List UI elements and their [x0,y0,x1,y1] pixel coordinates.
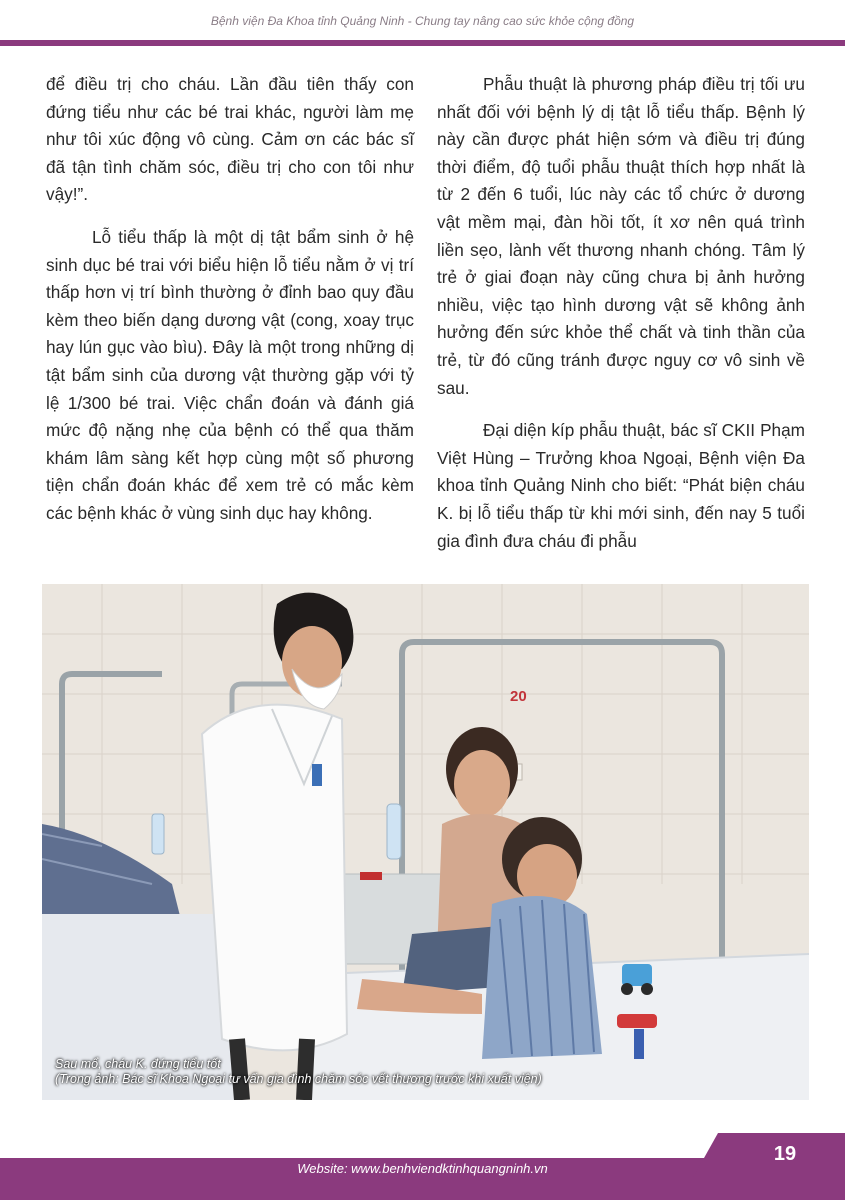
hospital-photo [42,584,809,1100]
footer-website: Website: www.benhviendktinhquangninh.vn [297,1161,548,1176]
left-column [46,71,414,543]
right-paragraph-2: Đại diện kíp phẫu thuật, bác sĩ CKII Phạm Việt Hùng – Trưởng khoa Ngoại, Bệnh viện Đa khoa tỉnh Quảng Ninh cho biết: “Phát biện cháu K. bị lỗ tiểu thấp từ khi mới sinh, đến nay 5 tuổi gia đình đưa cháu đi phẫu [437,420,805,551]
left-paragraph-1: để điều trị cho cháu. Lần đầu tiên thấy con đứng tiểu như các bé trai khác, người làm mẹ như tôi xúc động vô cùng. Cảm ơn các bác sĩ đã tận tình chăm sóc, điều trị cho con tôi như vậy!”. [46,74,414,205]
right-paragraph-1: Phẫu thuật là phương pháp điều trị tối ưu nhất đối với bệnh lý dị tật lỗ tiểu thấp. Bệnh lý này cần được phát hiện sớm và điều trị đúng thời điểm, độ tuổi phẫu thuật thích hợp nhất là từ 2 đến 6 tuổi, lúc này các tổ chức ở dương vật mềm mại, đàn hồi tốt, ít xơ nên quá trình liền sẹo, lành vết thương nhanh chóng. Tâm lý trẻ ở giai đoạn này cũng chưa bị ảnh hưởng nhiều, việc tạo hình dương vật sẽ không ảnh hưởng đến sức khỏe thể chất và tinh thần của trẻ, từ đó cũng tránh được nguy cơ vô sinh về sau. [437,74,805,398]
left-paragraph-2: Lỗ tiểu thấp là một dị tật bẩm sinh ở hệ sinh dục bé trai với biểu hiện lỗ tiểu nằm ở vị trí thấp hơn vị trí bình thường ở đỉnh bao quy đầu kèm theo biến dạng dương vật (cong, xoay trục hay lún gục vào bìu). Đây là một trong những dị tật bẩm sinh của dương vật thường gặp với tỷ lệ 1/300 bé trai. Việc chẩn đoán và đánh giá mức độ nặng nhẹ của bệnh có thể qua thăm khám lâm sàng kết hợp cùng một số phương tiện chẩn đoán khác để xem trẻ có mắc kèm các bệnh khác ở vùng sinh dục hay không. [46,226,414,523]
photo-caption [55,1057,542,1087]
right-column [437,71,805,570]
caption-line-1: Sau mổ, cháu K. đứng tiểu tốt [55,1057,221,1071]
caption-line-2: (Trong ảnh: Bác sĩ Khoa Ngoại tư vấn gia đình chăm sóc vết thương trước khi xuất viện) [55,1072,542,1086]
header-title: Bệnh viện Đa Khoa tỉnh Quảng Ninh - Chung tay nâng cao sức khỏe cộng đồng [210,14,635,28]
page-number: 19 [773,1143,797,1165]
photo-illustration [42,584,809,1100]
header-stripe [0,40,845,46]
bed-number-label: 20 [510,688,527,705]
page-header [0,0,845,38]
